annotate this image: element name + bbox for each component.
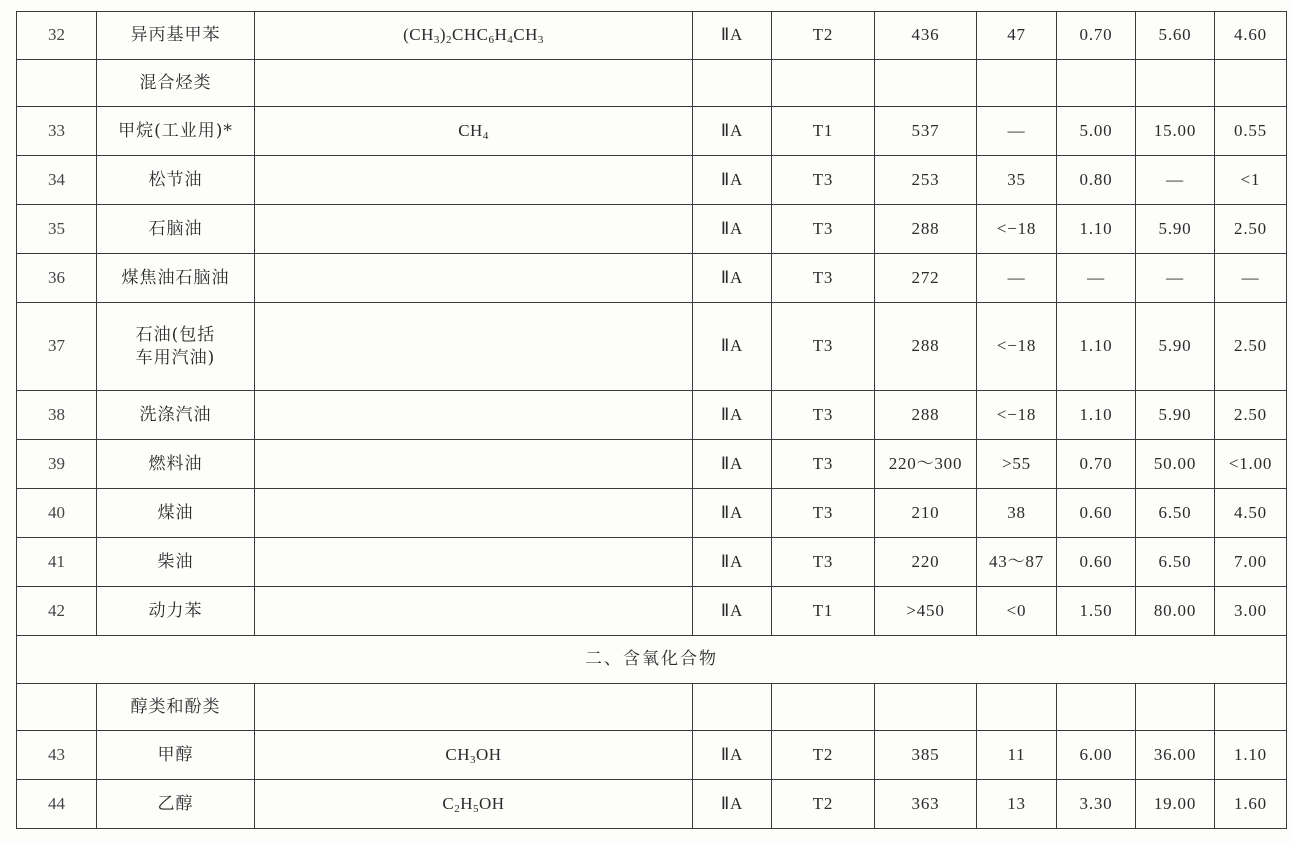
lower-explosion-limit: 0.60 xyxy=(1057,538,1136,587)
substance-name: 乙醇 xyxy=(97,780,255,829)
upper-explosion-limit: 80.00 xyxy=(1136,587,1215,636)
upper-explosion-limit: 5.60 xyxy=(1136,12,1215,60)
row-number: 33 xyxy=(17,107,97,156)
temperature-class: T3 xyxy=(772,489,875,538)
gas-group: ⅡA xyxy=(693,780,772,829)
ignition-temperature: 272 xyxy=(875,254,977,303)
empty-cell xyxy=(875,60,977,107)
chemical-formula: $CH_3OH$ xyxy=(255,731,693,780)
substance-name: 洗涤汽油 xyxy=(97,391,255,440)
gas-group: ⅡA xyxy=(693,731,772,780)
flash-point: 11 xyxy=(977,731,1057,780)
substance-name: 燃料油 xyxy=(97,440,255,489)
temperature-class: T3 xyxy=(772,391,875,440)
empty-cell xyxy=(693,60,772,107)
vapor-density: 2.50 xyxy=(1215,391,1287,440)
row-number: 44 xyxy=(17,780,97,829)
chemical-formula xyxy=(255,538,693,587)
gas-group: ⅡA xyxy=(693,303,772,391)
upper-explosion-limit: 36.00 xyxy=(1136,731,1215,780)
ignition-temperature: 385 xyxy=(875,731,977,780)
lower-explosion-limit: 0.80 xyxy=(1057,156,1136,205)
temperature-class: T1 xyxy=(772,587,875,636)
category-label: 醇类和酚类 xyxy=(97,684,255,731)
ignition-temperature: 288 xyxy=(875,303,977,391)
table-row xyxy=(17,731,1287,780)
ignition-temperature: 288 xyxy=(875,391,977,440)
chemical-formula xyxy=(255,303,693,391)
flash-point: 13 xyxy=(977,780,1057,829)
ignition-temperature: 537 xyxy=(875,107,977,156)
temperature-class: T3 xyxy=(772,205,875,254)
empty-cell xyxy=(1057,684,1136,731)
chemical-formula xyxy=(255,254,693,303)
table-row xyxy=(17,107,1287,156)
empty-cell xyxy=(875,684,977,731)
substance-name: 动力苯 xyxy=(97,587,255,636)
vapor-density: — xyxy=(1215,254,1287,303)
upper-explosion-limit: 15.00 xyxy=(1136,107,1215,156)
gas-group: ⅡA xyxy=(693,489,772,538)
empty-cell xyxy=(1136,60,1215,107)
lower-explosion-limit: — xyxy=(1057,254,1136,303)
empty-cell xyxy=(772,60,875,107)
row-number: 36 xyxy=(17,254,97,303)
gas-group: ⅡA xyxy=(693,538,772,587)
ignition-temperature: 220～300 xyxy=(875,440,977,489)
gas-group: ⅡA xyxy=(693,156,772,205)
flash-point: — xyxy=(977,107,1057,156)
vapor-density: 1.60 xyxy=(1215,780,1287,829)
vapor-density: <1 xyxy=(1215,156,1287,205)
flash-point: <−18 xyxy=(977,303,1057,391)
temperature-class: T2 xyxy=(772,780,875,829)
ignition-temperature: 436 xyxy=(875,12,977,60)
row-number: 40 xyxy=(17,489,97,538)
flash-point: 38 xyxy=(977,489,1057,538)
empty-cell xyxy=(977,684,1057,731)
vapor-density: 0.55 xyxy=(1215,107,1287,156)
flash-point: 47 xyxy=(977,12,1057,60)
substance-name: 异丙基甲苯 xyxy=(97,12,255,60)
section-row xyxy=(17,636,1287,684)
substance-name: 松节油 xyxy=(97,156,255,205)
chemical-formula xyxy=(255,440,693,489)
ignition-temperature: 288 xyxy=(875,205,977,254)
upper-explosion-limit: 5.90 xyxy=(1136,205,1215,254)
hazardous-substance-table xyxy=(16,11,1287,829)
vapor-density: 1.10 xyxy=(1215,731,1287,780)
empty-cell xyxy=(977,60,1057,107)
lower-explosion-limit: 1.10 xyxy=(1057,391,1136,440)
category-row xyxy=(17,60,1287,107)
gas-group: ⅡA xyxy=(693,205,772,254)
temperature-class: T3 xyxy=(772,156,875,205)
lower-explosion-limit: 1.50 xyxy=(1057,587,1136,636)
gas-group: ⅡA xyxy=(693,254,772,303)
upper-explosion-limit: 6.50 xyxy=(1136,538,1215,587)
substance-name: 柴油 xyxy=(97,538,255,587)
chemical-formula xyxy=(255,205,693,254)
table-row xyxy=(17,254,1287,303)
temperature-class: T3 xyxy=(772,254,875,303)
substance-name: 甲烷(工业用)* xyxy=(97,107,255,156)
row-number: 41 xyxy=(17,538,97,587)
flash-point: <−18 xyxy=(977,391,1057,440)
ignition-temperature: 363 xyxy=(875,780,977,829)
ignition-temperature: >450 xyxy=(875,587,977,636)
row-number: 37 xyxy=(17,303,97,391)
chemical-formula xyxy=(255,489,693,538)
row-number: 35 xyxy=(17,205,97,254)
flash-point: <−18 xyxy=(977,205,1057,254)
category-label: 混合烃类 xyxy=(97,60,255,107)
vapor-density: 4.60 xyxy=(1215,12,1287,60)
category-row xyxy=(17,684,1287,731)
temperature-class: T3 xyxy=(772,440,875,489)
lower-explosion-limit: 1.10 xyxy=(1057,303,1136,391)
table-row xyxy=(17,440,1287,489)
lower-explosion-limit: 6.00 xyxy=(1057,731,1136,780)
table-row xyxy=(17,205,1287,254)
empty-cell xyxy=(255,60,693,107)
vapor-density: 2.50 xyxy=(1215,303,1287,391)
lower-explosion-limit: 0.70 xyxy=(1057,12,1136,60)
row-number: 39 xyxy=(17,440,97,489)
gas-group: ⅡA xyxy=(693,107,772,156)
substance-name: 煤油 xyxy=(97,489,255,538)
upper-explosion-limit: 50.00 xyxy=(1136,440,1215,489)
row-number: 32 xyxy=(17,12,97,60)
empty-cell xyxy=(772,684,875,731)
ignition-temperature: 253 xyxy=(875,156,977,205)
vapor-density: <1.00 xyxy=(1215,440,1287,489)
vapor-density: 7.00 xyxy=(1215,538,1287,587)
table-row xyxy=(17,12,1287,60)
table-row xyxy=(17,391,1287,440)
row-number: 34 xyxy=(17,156,97,205)
flash-point: 35 xyxy=(977,156,1057,205)
substance-name: 甲醇 xyxy=(97,731,255,780)
substance-name: 石脑油 xyxy=(97,205,255,254)
table-row xyxy=(17,587,1287,636)
row-number: 38 xyxy=(17,391,97,440)
empty-cell xyxy=(1136,684,1215,731)
chemical-formula: $CH_4$ xyxy=(255,107,693,156)
temperature-class: T1 xyxy=(772,107,875,156)
lower-explosion-limit: 5.00 xyxy=(1057,107,1136,156)
empty-cell xyxy=(693,684,772,731)
upper-explosion-limit: 5.90 xyxy=(1136,303,1215,391)
substance-name: 石油(包括 车用汽油) xyxy=(97,303,255,391)
chemical-formula xyxy=(255,156,693,205)
row-number-cell xyxy=(17,60,97,107)
chemical-formula xyxy=(255,587,693,636)
upper-explosion-limit: 5.90 xyxy=(1136,391,1215,440)
chemical-formula xyxy=(255,391,693,440)
temperature-class: T3 xyxy=(772,303,875,391)
empty-cell xyxy=(1057,60,1136,107)
empty-cell xyxy=(1215,60,1287,107)
temperature-class: T2 xyxy=(772,12,875,60)
table-row xyxy=(17,780,1287,829)
table-row xyxy=(17,538,1287,587)
vapor-density: 2.50 xyxy=(1215,205,1287,254)
upper-explosion-limit: — xyxy=(1136,156,1215,205)
flash-point: >55 xyxy=(977,440,1057,489)
empty-cell xyxy=(255,684,693,731)
row-number-cell xyxy=(17,684,97,731)
upper-explosion-limit: — xyxy=(1136,254,1215,303)
lower-explosion-limit: 3.30 xyxy=(1057,780,1136,829)
lower-explosion-limit: 0.60 xyxy=(1057,489,1136,538)
table-row xyxy=(17,303,1287,391)
gas-group: ⅡA xyxy=(693,391,772,440)
lower-explosion-limit: 0.70 xyxy=(1057,440,1136,489)
gas-group: ⅡA xyxy=(693,587,772,636)
upper-explosion-limit: 19.00 xyxy=(1136,780,1215,829)
flash-point: 43～87 xyxy=(977,538,1057,587)
gas-group: ⅡA xyxy=(693,12,772,60)
temperature-class: T2 xyxy=(772,731,875,780)
row-number: 42 xyxy=(17,587,97,636)
lower-explosion-limit: 1.10 xyxy=(1057,205,1136,254)
flash-point: <0 xyxy=(977,587,1057,636)
ignition-temperature: 210 xyxy=(875,489,977,538)
table-row xyxy=(17,489,1287,538)
upper-explosion-limit: 6.50 xyxy=(1136,489,1215,538)
vapor-density: 4.50 xyxy=(1215,489,1287,538)
table-row xyxy=(17,156,1287,205)
section-heading: 二、含氧化合物 xyxy=(17,636,1287,684)
chemical-formula: $C_2H_5OH$ xyxy=(255,780,693,829)
table-body xyxy=(17,12,1287,829)
gas-group: ⅡA xyxy=(693,440,772,489)
chemical-formula: $(CH_3)_2CHC_6H_4CH_3$ xyxy=(255,12,693,60)
row-number: 43 xyxy=(17,731,97,780)
flash-point: — xyxy=(977,254,1057,303)
temperature-class: T3 xyxy=(772,538,875,587)
substance-name: 煤焦油石脑油 xyxy=(97,254,255,303)
empty-cell xyxy=(1215,684,1287,731)
ignition-temperature: 220 xyxy=(875,538,977,587)
vapor-density: 3.00 xyxy=(1215,587,1287,636)
